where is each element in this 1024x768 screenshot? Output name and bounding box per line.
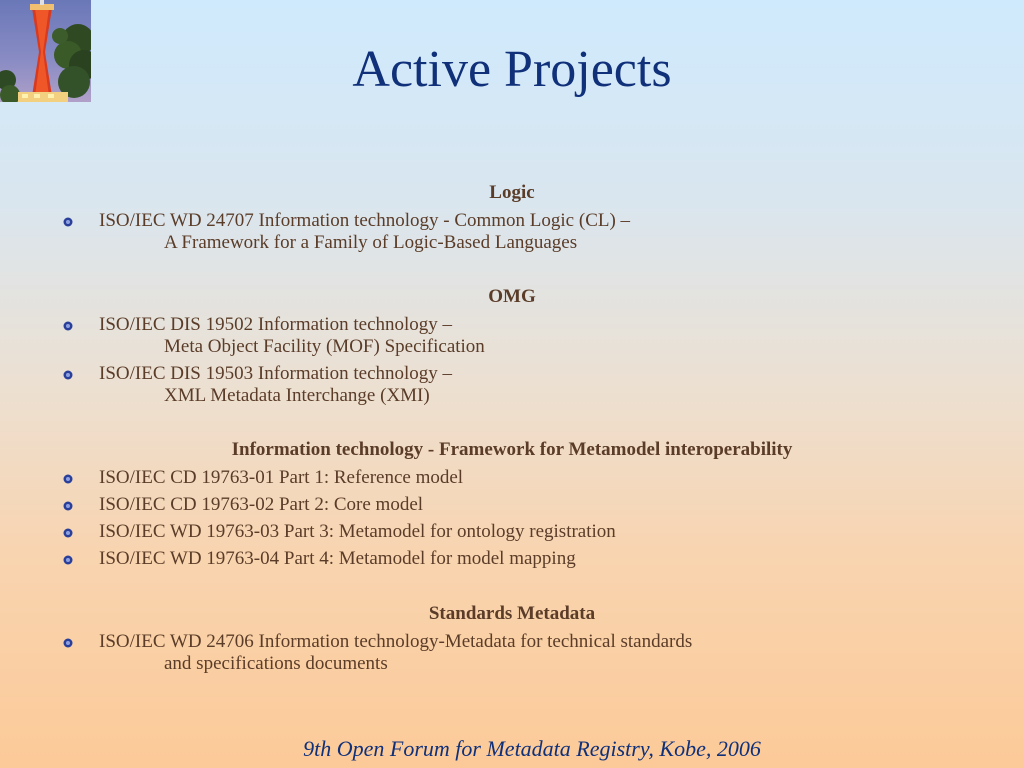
list-item bbox=[99, 521, 616, 543]
list-item-line1: ISO/IEC CD 19763-02 Part 2: Core model bbox=[99, 494, 424, 515]
list-item-line1: ISO/IEC WD 19763-03 Part 3: Metamodel for ontology registration bbox=[99, 521, 616, 542]
section-heading-metamodel: Information technology - Framework for Metamodel interoperability bbox=[231, 439, 793, 460]
list-item-line2: XML Metadata Interchange (XMI) bbox=[164, 385, 430, 406]
list-item bbox=[99, 494, 423, 516]
list-item-line2: and specifications documents bbox=[164, 653, 388, 674]
bullet-icon bbox=[62, 369, 74, 381]
list-item-line1: ISO/IEC DIS 19503 Information technology – bbox=[99, 363, 453, 384]
bullet-icon bbox=[62, 320, 74, 332]
list-item bbox=[99, 467, 463, 489]
section-heading-standards-metadata: Standards Metadata bbox=[428, 603, 596, 624]
bullet-icon bbox=[62, 637, 74, 649]
list-item bbox=[99, 314, 485, 358]
list-item-line2: A Framework for a Family of Logic-Based Languages bbox=[164, 232, 578, 253]
list-item bbox=[99, 363, 452, 407]
section-heading-logic: Logic bbox=[489, 182, 535, 203]
section-heading-omg: OMG bbox=[488, 286, 536, 307]
bullet-icon bbox=[62, 554, 74, 566]
list-item-line1: ISO/IEC WD 24706 Information technology-Metadata for technical standards bbox=[99, 631, 693, 652]
bullet-icon bbox=[62, 216, 74, 228]
list-item bbox=[99, 210, 630, 254]
list-item-line1: ISO/IEC WD 19763-04 Part 4: Metamodel for model mapping bbox=[99, 548, 576, 569]
list-item-line2: Meta Object Facility (MOF) Specification bbox=[164, 336, 485, 357]
bullet-icon bbox=[62, 473, 74, 485]
bullet-icon bbox=[62, 527, 74, 539]
bullet-icon bbox=[62, 500, 74, 512]
list-item-line1: ISO/IEC CD 19763-01 Part 1: Reference model bbox=[99, 467, 464, 488]
slide-title: Active Projects bbox=[352, 41, 672, 98]
list-item bbox=[99, 631, 692, 675]
slide-footer: 9th Open Forum for Metadata Registry, Kobe, 2006 bbox=[303, 736, 761, 761]
list-item bbox=[99, 548, 576, 570]
list-item-line1: ISO/IEC WD 24707 Information technology - Common Logic (CL) – bbox=[99, 210, 631, 231]
list-item-line1: ISO/IEC DIS 19502 Information technology – bbox=[99, 314, 453, 335]
